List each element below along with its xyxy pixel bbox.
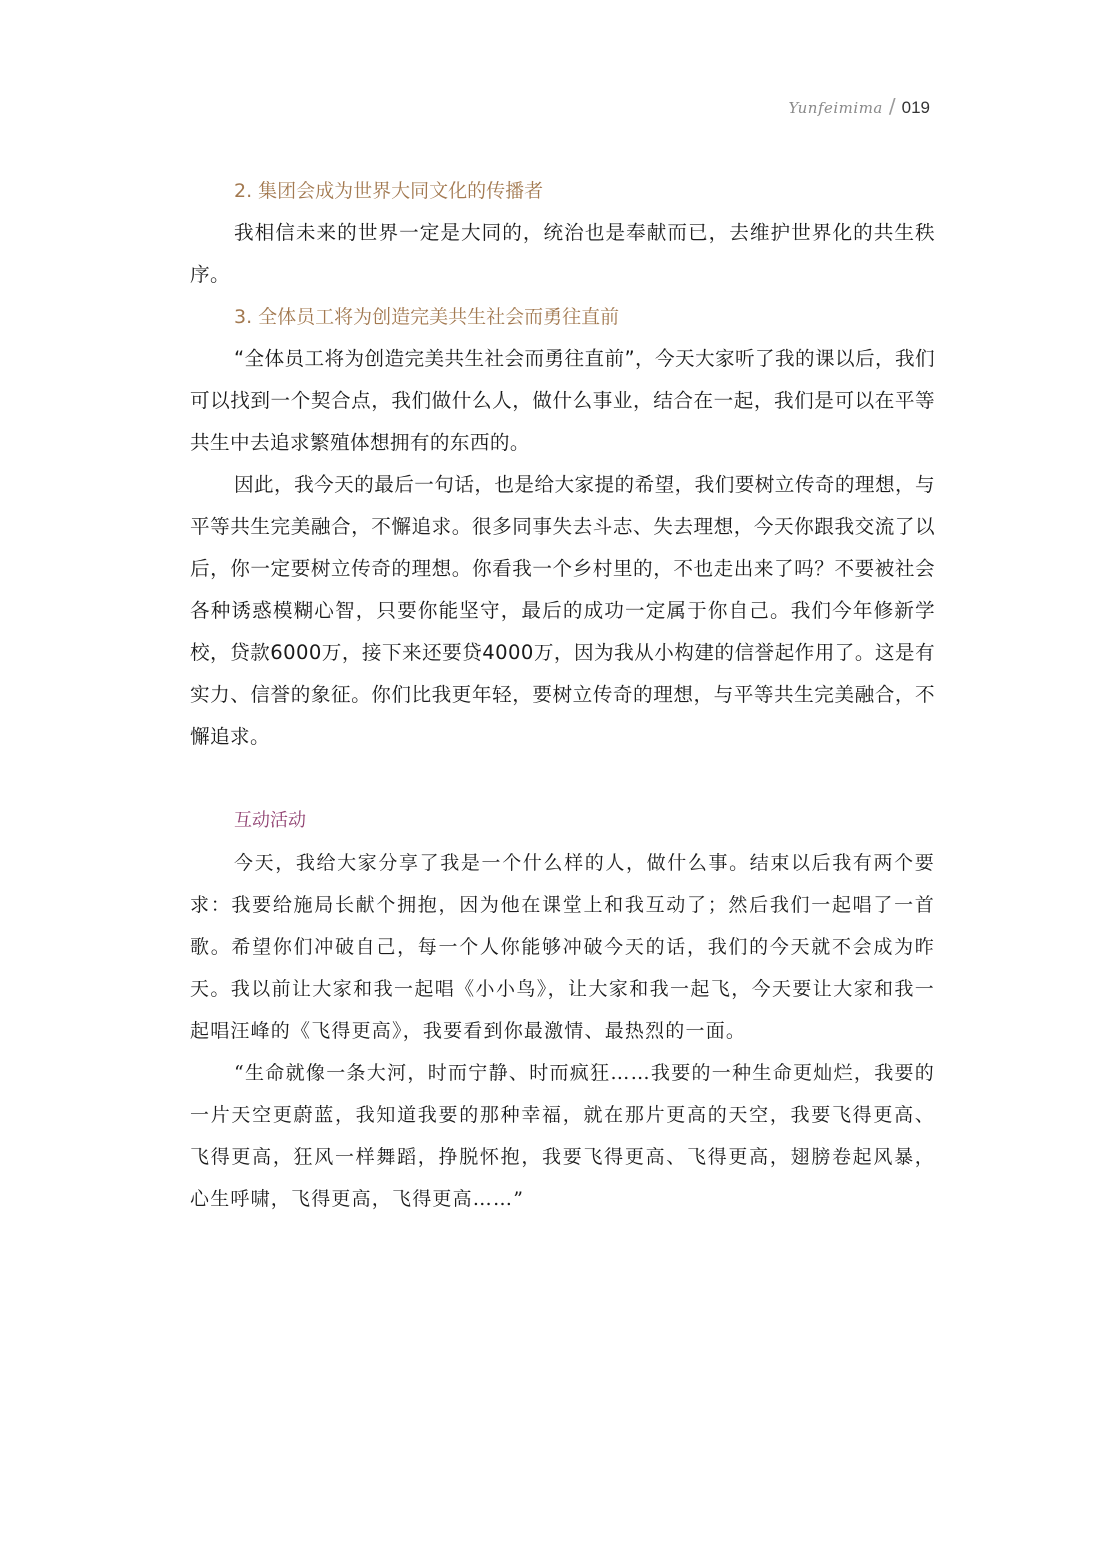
header-separator: / [888, 94, 896, 118]
running-head: Yunfeimima [788, 99, 883, 117]
section-heading-interactive: 互动活动 [234, 810, 306, 831]
page-body [190, 170, 935, 1220]
paragraph: 因此，我今天的最后一句话，也是给大家提的希望，我们要树立传奇的理想，与平等共生完美融合，不懈追求。很多同事失去斗志、失去理想，今天你跟我交流了以后，你一定要树立传奇的理想。你看我一个乡村里的，不也走出来了吗？不要被社会各种诱惑模糊心智，只要你能坚守，最后的成功一定属于你自己。我们今年修新学校，贷款6000万，接下来还要贷4000万，因为我从小构建的信誉起作用了。这是有实力、信誉的象征。你们比我更年轻，要树立传奇的理想，与平等共生完美融合，不懈追求。 [190, 473, 935, 748]
section-heading-3: 3. 全体员工将为创造完美共生社会而勇往直前 [234, 306, 620, 328]
paragraph: 我相信未来的世界一定是大同的，统治也是奉献而已，去维护世界化的共生秩序。 [190, 221, 935, 286]
paragraph: 今天，我给大家分享了我是一个什么样的人，做什么事。结束以后我有两个要求：我要给施局长献个拥抱，因为他在课堂上和我互动了；然后我们一起唱了一首歌。希望你们冲破自己，每一个人你能够冲破今天的话，我们的今天就不会成为昨天。我以前让大家和我一起唱《小小鸟》，让大家和我一起飞，今天要让大家和我一起唱汪峰的《飞得更高》，我要看到你最激情、最热烈的一面。 [190, 852, 935, 1042]
section-heading-2: 2. 集团会成为世界大同文化的传播者 [234, 180, 544, 202]
page-header [789, 94, 930, 118]
song-lyrics-paragraph: “生命就像一条大河，时而宁静、时而疯狂……我要的一种生命更灿烂，我要的一片天空更蔚蓝，我知道我要的那种幸福，就在那片更高的天空，我要飞得更高、飞得更高，狂风一样舞蹈，挣脱怀抱，我要飞得更高、飞得更高，翅膀卷起风暴，心生呼啸，飞得更高，飞得更高……” [190, 1062, 935, 1210]
paragraph: “全体员工将为创造完美共生社会而勇往直前”，今天大家听了我的课以后，我们可以找到一个契合点，我们做什么人，做什么事业，结合在一起，我们是可以在平等共生中去追求繁殖体想拥有的东西的。 [190, 347, 935, 454]
page-number: 019 [901, 98, 930, 117]
